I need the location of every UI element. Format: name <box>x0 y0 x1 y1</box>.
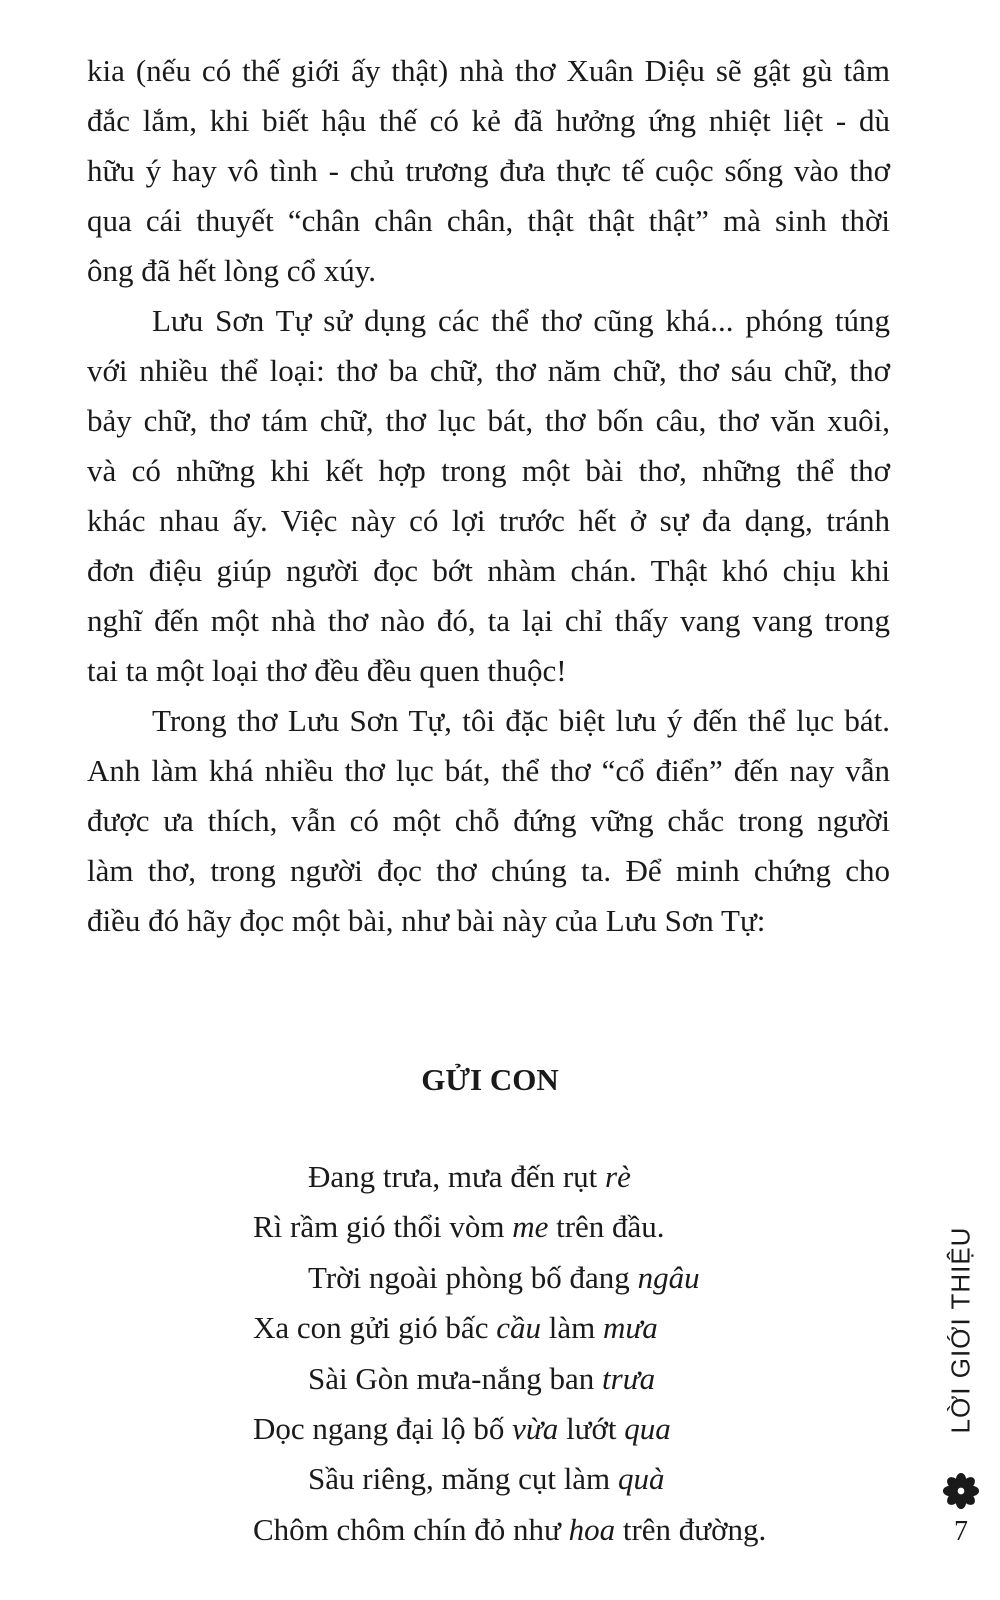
body-line: làm thơ, trong người đọc thơ chúng ta. Để minh chứng cho <box>87 853 890 888</box>
body-line: bảy chữ, thơ tám chữ, thơ lục bát, thơ bốn câu, thơ văn xuôi, <box>87 403 890 438</box>
poem-verse: Dọc ngang đại lộ bố vừa lướt qua <box>253 1411 671 1447</box>
poem-verse: Xa con gửi gió bấc cầu làm mưa <box>253 1310 658 1346</box>
body-line: hữu ý hay vô tình - chủ trương đưa thực tế cuộc sống vào thơ <box>87 153 890 188</box>
body-line: đơn điệu giúp người đọc bớt nhàm chán. Thật khó chịu khi <box>87 553 890 588</box>
poem-verse: Đang trưa, mưa đến rụt rè <box>308 1159 631 1194</box>
poem-title: GỬI CON <box>421 1062 559 1097</box>
body-line: được ưa thích, vẫn có một chỗ đứng vững chắc trong người <box>87 803 890 838</box>
poem-verse: Trời ngoài phòng bố đang ngâu <box>308 1259 700 1295</box>
body-text <box>87 46 890 946</box>
body-line: và có những khi kết hợp trong một bài thơ, những thể thơ <box>87 453 890 488</box>
body-line: Anh làm khá nhiều thơ lục bát, thể thơ “cổ điển” đến nay vẫn <box>87 753 890 788</box>
body-line: đắc lắm, khi biết hậu thế có kẻ đã hưởng ứng nhiệt liệt - dù <box>87 103 890 138</box>
poem <box>253 1152 766 1555</box>
body-line: nghĩ đến một nhà thơ nào đó, ta lại chỉ thấy vang vang trong <box>87 603 890 638</box>
poem-verse: Sài Gòn mưa-nắng ban trưa <box>308 1360 656 1396</box>
body-line: khác nhau ấy. Việc này có lợi trước hết ở sự đa dạng, tránh <box>87 503 890 538</box>
body-line: ông đã hết lòng cổ xúy. <box>87 253 376 288</box>
body-line: điều đó hãy đọc một bài, như bài này của Lưu Sơn Tự: <box>87 903 766 938</box>
poem-verse: Sầu riêng, măng cụt làm quà <box>308 1461 665 1497</box>
flower-icon <box>942 1472 980 1510</box>
body-line: qua cái thuyết “chân chân chân, thật thật thật” mà sinh thời <box>87 203 890 238</box>
body-line: Trong thơ Lưu Sơn Tự, tôi đặc biệt lưu ý đến thể lục bát. <box>152 703 890 738</box>
body-line: tai ta một loại thơ đều đều quen thuộc! <box>87 653 567 688</box>
section-label: LỜI GIỚI THIỆU <box>945 1226 976 1434</box>
page-number: 7 <box>954 1516 968 1547</box>
poem-verse: Chôm chôm chín đỏ như hoa trên đường. <box>253 1511 767 1547</box>
body-line: Lưu Sơn Tự sử dụng các thể thơ cũng khá... phóng túng <box>152 303 890 338</box>
body-line: với nhiều thể loại: thơ ba chữ, thơ năm chữ, thơ sáu chữ, thơ <box>87 353 890 388</box>
poem-verse: Rì rầm gió thổi vòm me trên đầu. <box>253 1209 665 1245</box>
body-line: kia (nếu có thế giới ấy thật) nhà thơ Xuân Diệu sẽ gật gù tâm <box>87 53 890 88</box>
